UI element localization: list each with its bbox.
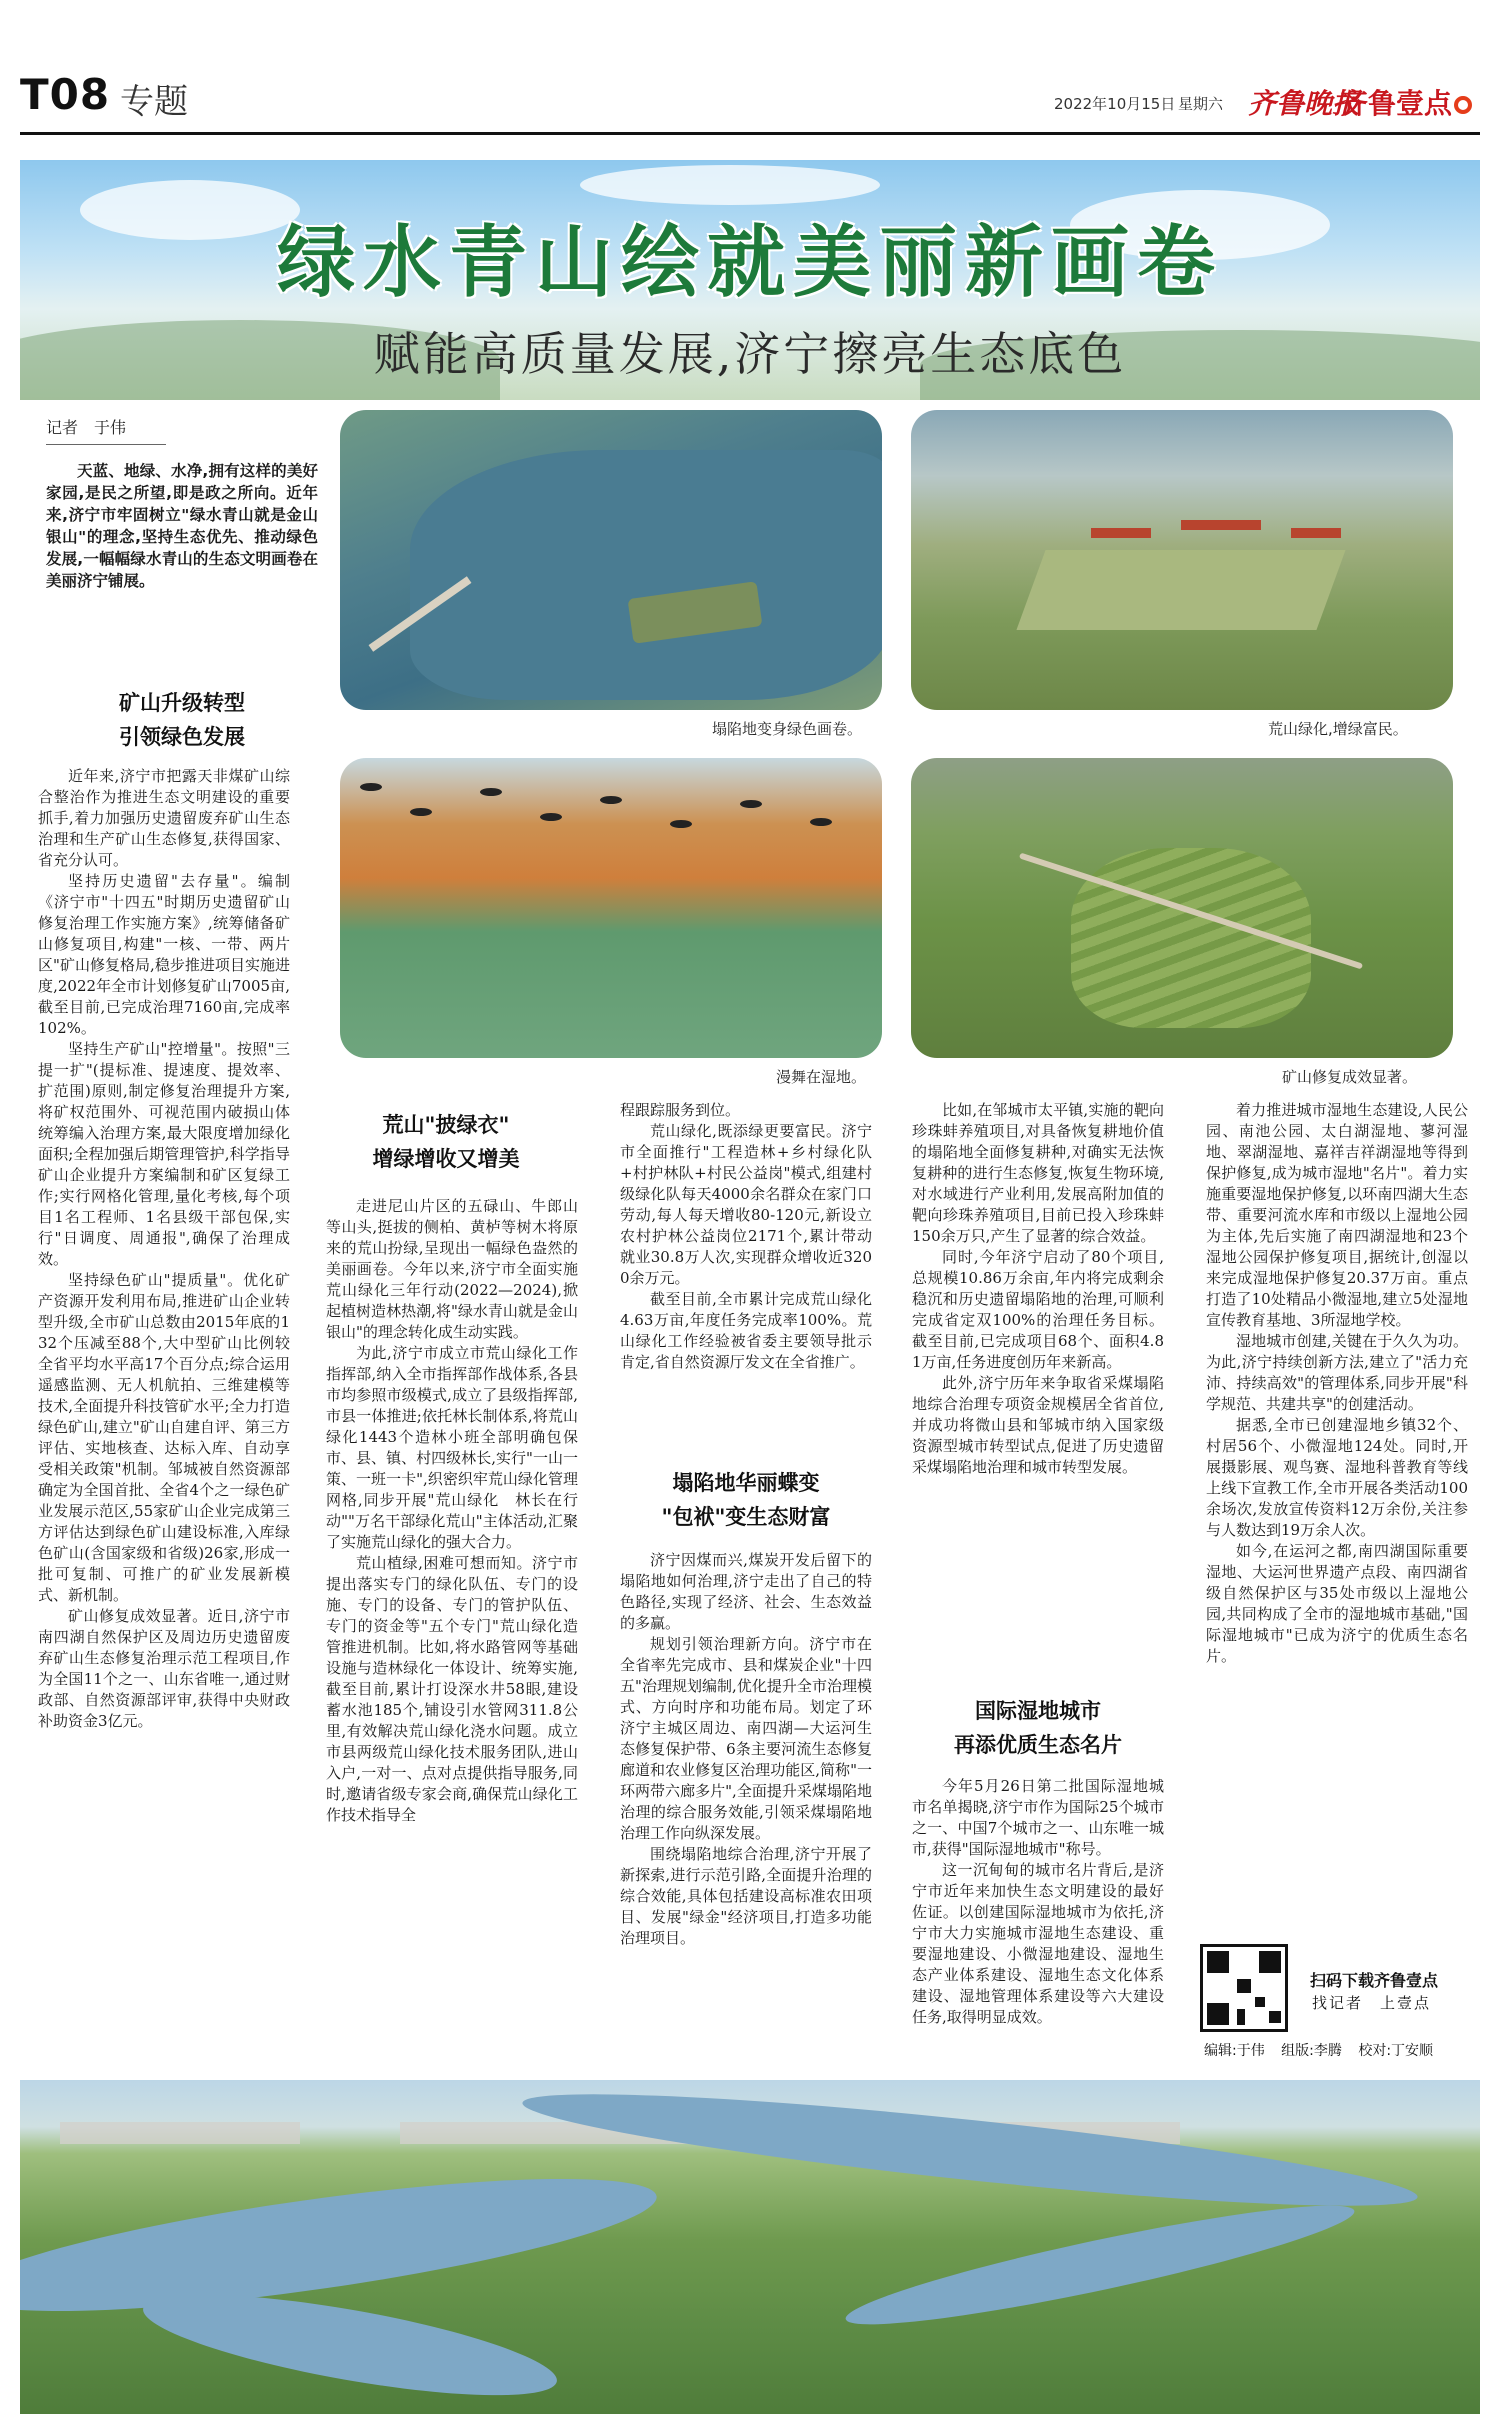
credits [1204, 2040, 1445, 2060]
paragraph: 比如,在邹城市太平镇,实施的靶向珍珠蚌养殖项目,对具备恢复耕地价值的塌陷地全面修复耕种,对确实无法恢复耕种的进行生态修复,恢复生物环境,对水域进行产业利用,发展高附加值的靶向珍珠养殖项目,目前已投入珍珠蚌150余万只,产生了显著的综合效益。 [912, 1101, 1164, 1245]
paragraph: 同时,今年济宁启动了80个项目,总规模10.86万余亩,年内将完成剩余稳沉和历史遗留塌陷地的治理,可顺利完成省定双100%的治理任务目标。截至目前,已完成项目68个、面积4.81万亩,任务进度创历年来新高。 [912, 1248, 1164, 1371]
paragraph: 着力推进城市湿地生态建设,人民公园、南池公园、太白湖湿地、蓼河湿地、翠湖湿地、嘉祥吉祥湖湿地等得到保护修复,成为城市湿地"名片"。着力实施重要湿地保护修复,以环南四湖大生态带、重要河流水库和市级以上湿地公园为主体,先后实施了南四湖湿地和23个湿地公园保护修复项目,据统计,创湿以来完成湿地保护修复20.37万亩。重点打造了10处精品小微湿地,建立5处湿地宣传教育基地、3所湿地学校。 [1206, 1101, 1468, 1329]
paragraph: 规划引领治理新方向。济宁市在全省率先完成市、县和煤炭企业"十四五"治理规划编制,优化提升全市治理模式、方向时序和功能布局。划定了环济宁主城区周边、南四湖—大运河生态修复保护带、6条主要河流生态修复廊道和农业修复区治理功能区,简称"一环两带六廊多片",全面提升采煤塌陷地治理的综合服务效能,引领采煤塌陷地治理工作向纵深发展。 [620, 1635, 872, 1842]
app-logo-ring-icon [1454, 96, 1472, 114]
paragraph: 截至目前,全市累计完成荒山绿化4.63万亩,年度任务完成率100%。荒山绿化工作经验被省委主要领导批示肯定,省自然资源厅发文在全省推广。 [620, 1290, 872, 1371]
photo-mountain-greening [911, 410, 1453, 710]
credit-editor: 编辑:于伟 [1204, 2043, 1265, 2059]
lake-shape [410, 450, 882, 700]
river-shape [137, 2274, 563, 2414]
heading-subsidence [620, 1466, 872, 1534]
byline: 记者 于伟 [46, 418, 127, 437]
paragraph: 荒山植绿,困难可想而知。济宁市提出落实专门的绿化队伍、专门的设施、专门的设备、专门的管护队伍、专门的资金等"五个专门"荒山绿化造管推进机制。比如,将水路管网等基础设施与造林绿化一体设计、统筹实施,截至目前,累计打设深水井58眼,建设蓄水池185个,铺设引水管网311.8公里,有效解决荒山绿化浇水问题。成立市县两级荒山绿化技术服务团队,进山入户,一对一、点对点提供指导服务,同时,邀请省级专家会商,确保荒山绿化工作技术指导全 [326, 1554, 578, 1824]
photo-wetland-birds [340, 758, 882, 1058]
bird-shape [540, 813, 562, 821]
roof-shape [1291, 528, 1341, 538]
heading-greening-line2: 增绿增收又增美 [372, 1146, 520, 1171]
heading-mining-line2: 引领绿色发展 [119, 724, 245, 749]
column-mining [38, 766, 290, 1732]
heading-subsidence-line1: 塌陷地华丽蝶变 [672, 1470, 820, 1495]
bird-shape [670, 820, 692, 828]
qr-label: 扫码下载齐鲁壹点 [1310, 1971, 1439, 1990]
paragraph: 湿地城市创建,关键在于久久为功。为此,济宁持续创新方法,建立了"活力充沛、持续高效"的管理体系,同步开展"科学规范、共建共享"的创建活动。 [1206, 1332, 1468, 1413]
heading-wetland-line2: 再添优质生态名片 [954, 1732, 1122, 1757]
paragraph: 近年来,济宁市把露天非煤矿山综合整治作为推进生态文明建设的重要抓手,着力加强历史遗留废弃矿山生态治理和生产矿山生态修复,获得国家、省充分认可。 [38, 767, 290, 869]
heading-subsidence-line2: "包袱"变生态财富 [661, 1504, 831, 1529]
hero-banner [20, 160, 1480, 400]
qr-module [1237, 2009, 1245, 2025]
section-name: 专题 [120, 82, 188, 122]
paragraph: 坚持绿色矿山"提质量"。优化矿产资源开发利用布局,推进矿山企业转型升级,全市矿山总数由2015年底的132个压减至88个,大中型矿山比例较全省平均水平高17个百分点;综合运用遥感监测、无人机航拍、三维建模等技术,全面提升科技管矿水平;全力打造绿色矿山,建立"矿山自建自评、第三方评估、实地核查、达标入库、自动享受相关政策"机制。邹城被自然资源部确定为全国首批、全省4个之一绿色矿业发展示范区,55家矿山企业完成第三方评估达到绿色矿山建设标准,入库绿色矿山(含国家级和省级)26家,形成一批可复制、可推广的矿业发展新模式、新机制。 [38, 1271, 290, 1604]
photo-wetland-panorama [20, 2080, 1480, 2414]
qr-finder [1207, 2003, 1229, 2025]
publication-weekday: 星期六 [1178, 95, 1224, 113]
river-shape [519, 2080, 1420, 2227]
publication-date: 2022年10月15日 [1054, 95, 1176, 113]
page-number: T08 [20, 70, 111, 119]
paragraph: 围绕塌陷地综合治理,济宁开展了新探索,进行示范引路,全面提升治理的综合效能,具体包括建设高标准农田项目、发展"绿金"经济项目,打造多功能治理项目。 [620, 1845, 872, 1947]
caption-photo1: 塌陷地变身绿色画卷。 [712, 720, 863, 738]
qr-code-icon[interactable] [1200, 1944, 1288, 2032]
column-wetland [912, 1776, 1164, 2028]
roof-shape [1181, 520, 1261, 530]
bird-shape [360, 783, 382, 791]
qr-module [1255, 1997, 1265, 2007]
bird-shape [480, 788, 502, 796]
bird-shape [410, 808, 432, 816]
paragraph: 为此,济宁市成立市荒山绿化工作指挥部,纳入全市指挥部作战体系,各县市均参照市级模式,成立了县级指挥部,市县一体推进;依托林长制体系,将荒山绿化1443个造林小班全部明确包保市、县、镇、村四级林长,实行"一山一策、一班一卡",织密织牢荒山绿化管理网格,同步开展"荒山绿化 林长在行动""万名干部绿化荒山"主体活动,汇聚了实施荒山绿化的强大合力。 [326, 1344, 578, 1551]
qr-module [1237, 1979, 1251, 1993]
lead-text: 天蓝、地绿、水净,拥有这样的美好家园,是民之所望,即是政之所向。近年来,济宁市牢固树立"绿水青山就是金山银山"的理念,坚持生态优先、推动绿色发展,一幅幅绿水青山的生态文明画卷在美丽济宁铺展。 [46, 462, 318, 590]
page-title: 绿水青山绘就美丽新画卷 [276, 217, 1223, 308]
caption-photo3: 漫舞在湿地。 [776, 1068, 867, 1086]
masthead [0, 0, 1500, 150]
heading-wetland [912, 1694, 1164, 1762]
column-3-top [620, 1100, 872, 1373]
header-rule [20, 132, 1480, 135]
paragraph: 坚持历史遗留"去存量"。编制《济宁市"十四五"时期历史遗留矿山修复治理工作实施方案》,统筹储备矿山修复项目,构建"一核、一带、两片区"矿山修复格局,稳步推进项目实施进度,2022年全市计划修复矿山7005亩,截至目前,已完成治理7160亩,完成率102%。 [38, 872, 290, 1037]
paragraph: 程跟踪服务到位。 [620, 1101, 741, 1119]
column-subsidence [620, 1550, 872, 1949]
bird-shape [810, 818, 832, 826]
heading-mining [46, 686, 318, 754]
paragraph: 坚持生产矿山"控增量"。按照"三提一扩"(提标准、提速度、提效率、扩范围)原则,制定修复治理提升方案,将矿权范围外、可视范围内破损山体统筹编入治理方案,最大限度增加绿化面积;全程加强后期管理管护,科学指导矿山企业提升方案编制和矿区复绿工作;实行网格化管理,量化考核,每个项目1名工程师、1名县级干部包保,实行"日调度、周通报",确保了治理成效。 [38, 1040, 290, 1268]
paragraph: 这一沉甸甸的城市名片背后,是济宁市近年来加快生态文明建设的最好佐证。以创建国际湿地城市为依托,济宁市大力实施城市湿地生态建设、重要湿地建设、小微湿地建设、湿地生态产业体系建设、湿地生态文化体系建设、湿地管理体系建设等六大建设任务,取得明显成效。 [912, 1861, 1164, 2026]
photo-subsidence-lake [340, 410, 882, 710]
photo-mine-restoration [911, 758, 1453, 1058]
roof-shape [1091, 528, 1151, 538]
page-subtitle: 赋能高质量发展,济宁擦亮生态底色 [373, 327, 1127, 381]
column-4-top [912, 1100, 1164, 1478]
town-shape [60, 2122, 300, 2144]
paragraph: 今年5月26日第二批国际湿地城市名单揭晓,济宁市作为国际25个城市之一、中国7个城市之一、山东唯一城市,获得"国际湿地城市"称号。 [912, 1777, 1164, 1858]
byline-rule [46, 444, 166, 445]
caption-photo4: 矿山修复成效显著。 [1282, 1068, 1418, 1086]
lead-paragraph [46, 460, 318, 592]
app-logo-text: 齐鲁壹点 [1340, 87, 1453, 120]
heading-greening [320, 1108, 572, 1176]
paragraph: 如今,在运河之都,南四湖国际重要湿地、大运河世界遗产点段、南四湖省级自然保护区与35处市级以上湿地公园,共同构成了全市的湿地城市基础,"国际湿地城市"已成为济宁的优质生态名片。 [1206, 1542, 1468, 1665]
paragraph: 走进尼山片区的五碌山、牛郎山等山头,挺拔的侧柏、黄栌等树木将原来的荒山扮绿,呈现出一幅绿色盎然的美丽画卷。今年以来,济宁市全面实施荒山绿化三年行动(2022—2024),掀起植树造林热潮,将"绿水青山就是金山银山"的理念转化成生动实践。 [326, 1197, 578, 1341]
field-shape [1016, 550, 1345, 630]
heading-mining-line1: 矿山升级转型 [119, 690, 245, 715]
qr-module [1269, 2011, 1281, 2023]
column-5 [1206, 1100, 1468, 1667]
paragraph: 据悉,全市已创建湿地乡镇32个、村居56个、小微湿地124处。同时,开展摄影展、观鸟赛、湿地科普教育等线上线下宣教工作,全市开展各类活动100余场次,发放宣传资料12万余份,关注参与人数达到19万余人次。 [1206, 1416, 1468, 1539]
river-shape [840, 2186, 1359, 2343]
paragraph: 荒山绿化,既添绿更要富民。济宁市全面推行"工程造林+乡村绿化队+村护林队+村民公益岗"模式,组建村级绿化队每天4000余名群众在家门口劳动,每人每天增收80-120元,新设立农村护林公益岗位2171个,累计带动就业30.8万人次,实现群众增收近3200余万元。 [620, 1122, 872, 1287]
heading-wetland-line1: 国际湿地城市 [975, 1698, 1101, 1723]
paragraph: 济宁因煤而兴,煤炭开发后留下的塌陷地如何治理,济宁走出了自己的特色路径,实现了经济、社会、生态效益的多赢。 [620, 1551, 872, 1632]
cloud-shape [580, 165, 880, 205]
paragraph: 此外,济宁历年来争取省采煤塌陷地综合治理专项资金规模居全省首位,并成功将微山县和邹城市纳入国家级资源型城市转型试点,促进了历史遗留采煤塌陷地治理和城市转型发展。 [912, 1374, 1164, 1476]
heading-greening-line1: 荒山"披绿衣" [382, 1112, 510, 1137]
bird-shape [740, 800, 762, 808]
newspaper-logo: 齐鲁晚报 [1248, 87, 1361, 120]
app-logo [1340, 82, 1472, 122]
credit-proof: 校对:丁安顺 [1358, 2043, 1434, 2059]
qr-finder [1259, 1951, 1281, 1973]
credit-layout: 组版:李腾 [1281, 2043, 1342, 2059]
qr-sublabel: 找记者 上壹点 [1312, 1994, 1432, 2012]
bird-shape [600, 796, 622, 804]
caption-photo2: 荒山绿化,增绿富民。 [1268, 720, 1408, 738]
column-greening [326, 1196, 578, 1826]
paragraph: 矿山修复成效显著。近日,济宁市南四湖自然保护区及周边历史遗留废弃矿山生态修复治理示范工程项目,作为全国11个之一、山东省唯一,通过财政部、自然资源部评审,获得中央财政补助资金3亿元。 [38, 1607, 290, 1730]
qr-finder [1207, 1951, 1229, 1973]
